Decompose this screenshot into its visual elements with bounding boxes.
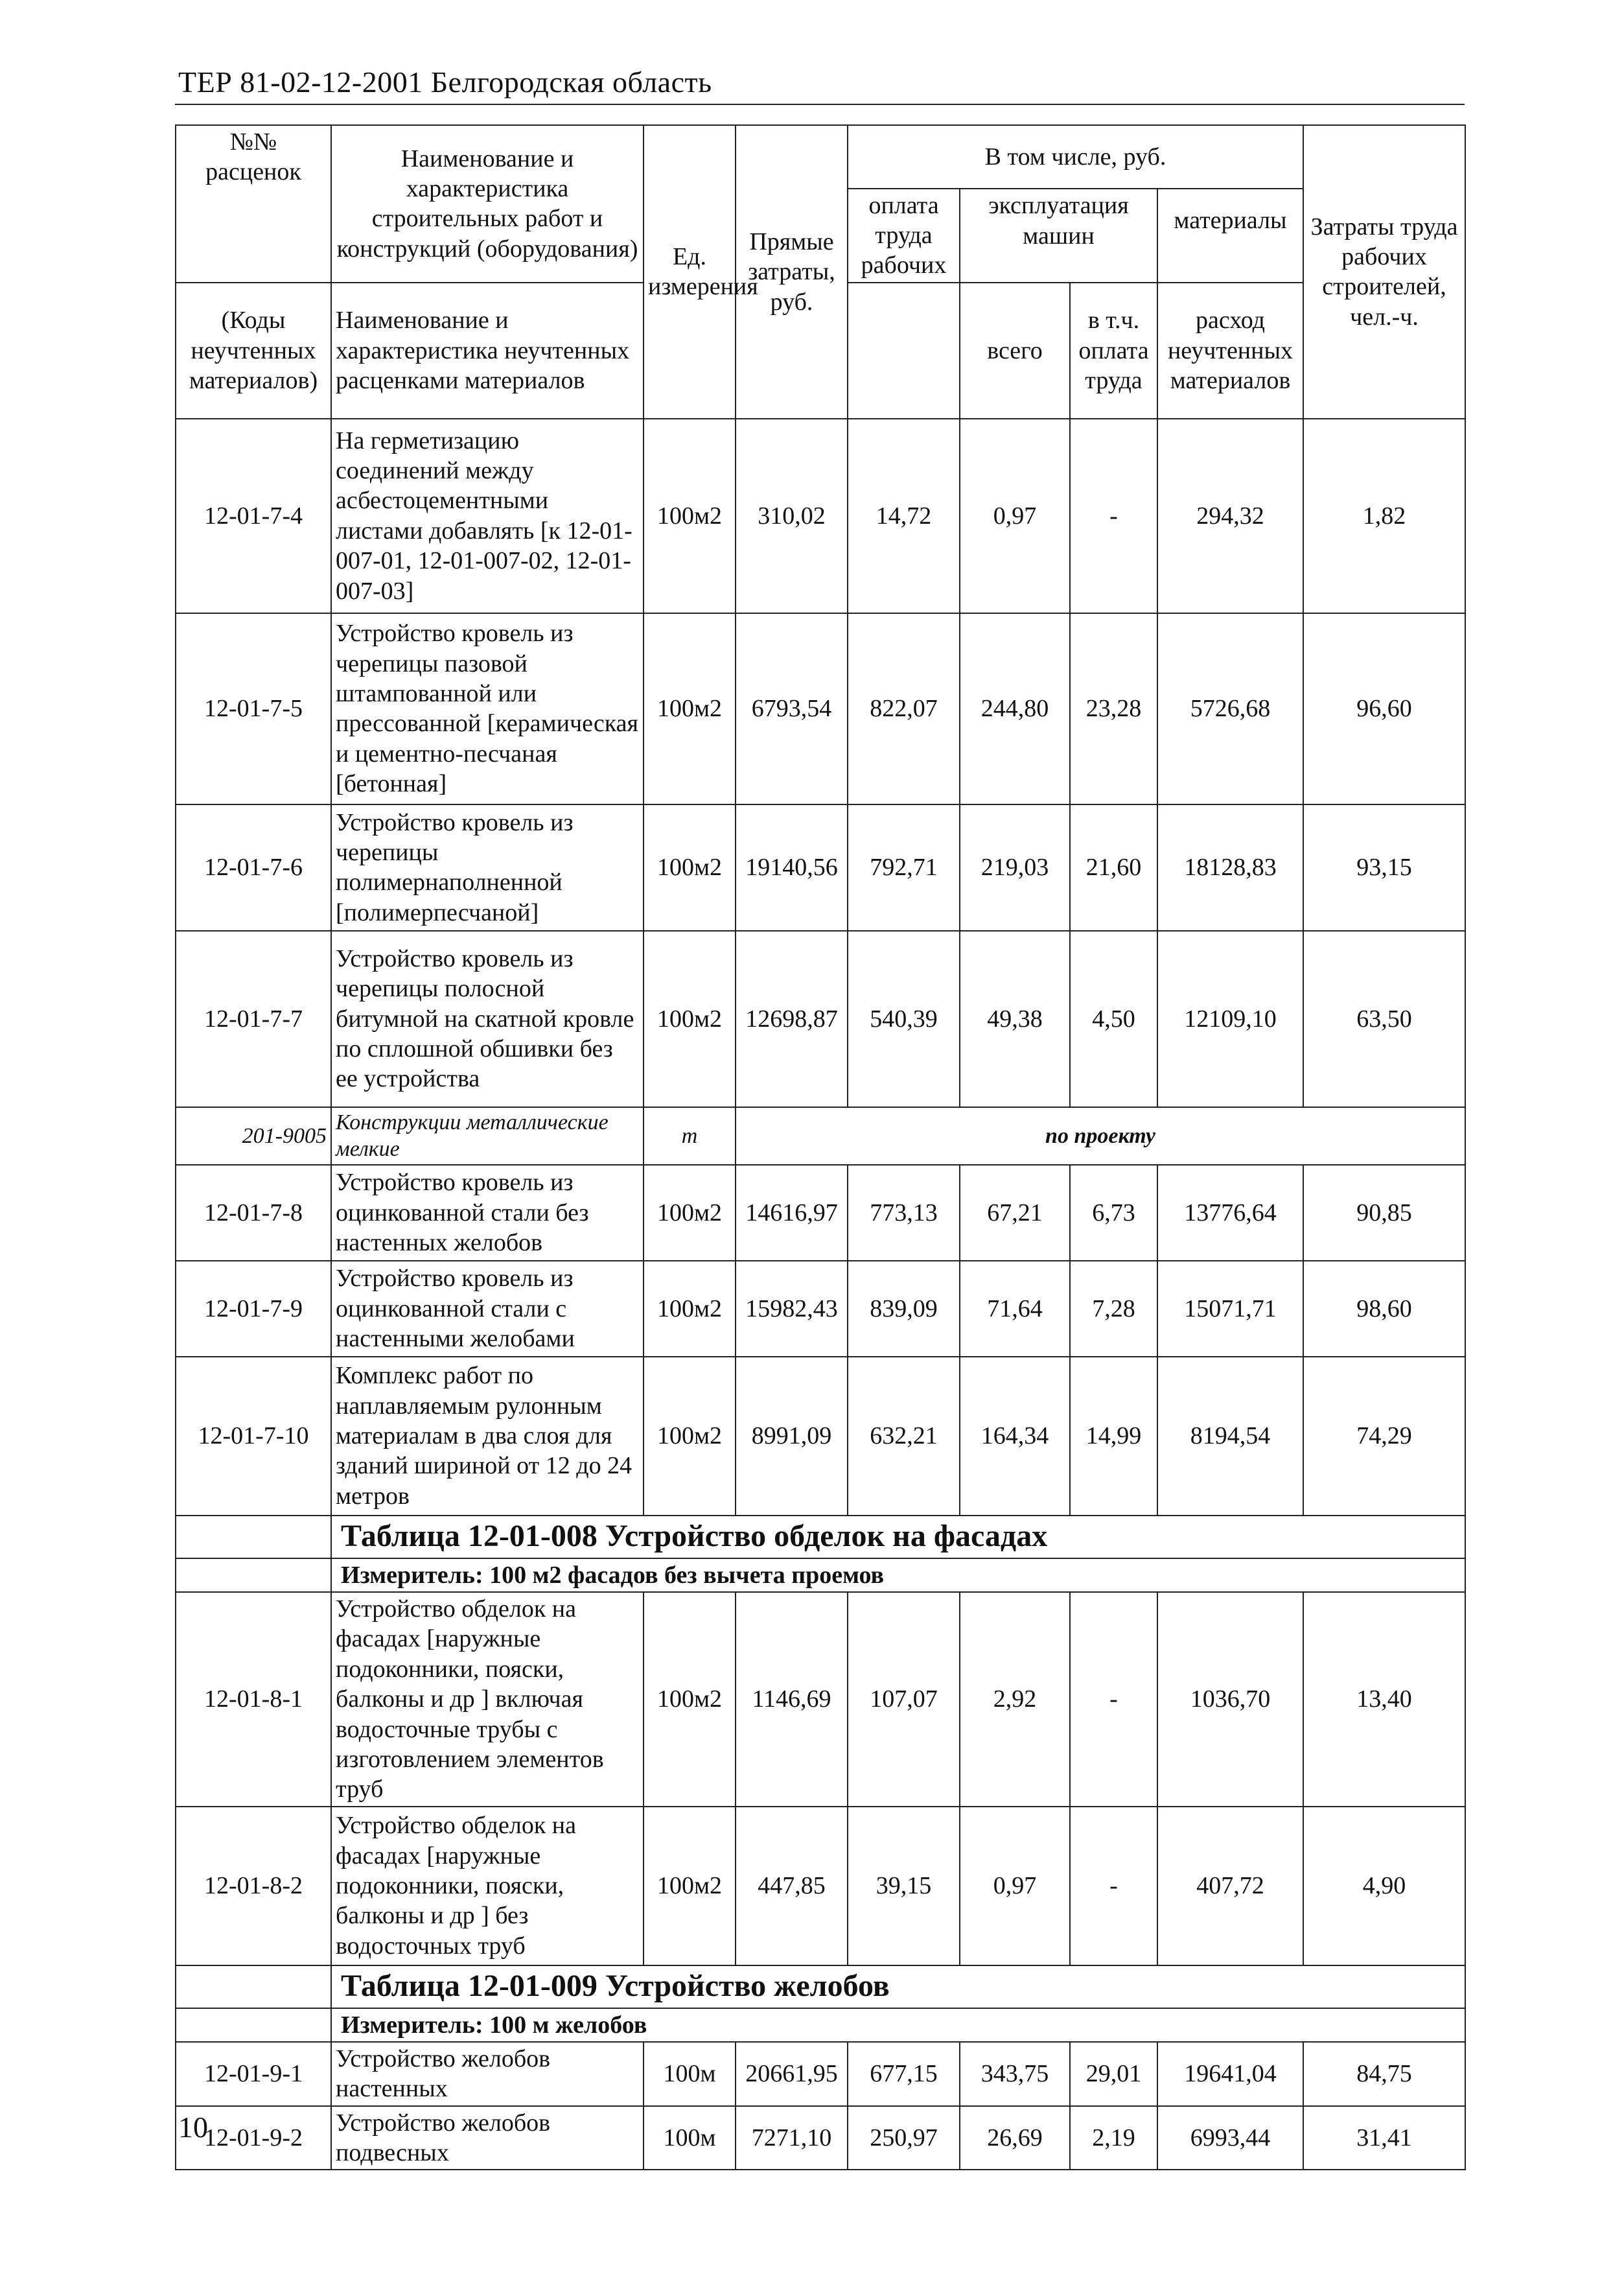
- row-machine-labor: 2,19: [1070, 2106, 1157, 2170]
- row-code: 12-01-8-2: [176, 1807, 331, 1965]
- row-machine-labor: 6,73: [1070, 1165, 1157, 1261]
- row-unit: 100м2: [644, 1592, 736, 1807]
- row-materials: 6993,44: [1157, 2106, 1303, 2170]
- table-row: [176, 2042, 1465, 2106]
- row-machines: 49,38: [960, 931, 1070, 1107]
- row-machine-labor: 4,50: [1070, 931, 1157, 1107]
- measure-008: Измеритель: 100 м2 фасадов без вычета проемов: [331, 1558, 1465, 1592]
- table-row: [176, 1807, 1465, 1965]
- hdr-machines-total: всего: [960, 283, 1070, 419]
- hdr-code: №№ расценок: [176, 125, 331, 189]
- row-unit: 100м: [644, 2042, 736, 2106]
- row-name: Устройство кровель из оцинкованной стали без настенных желобов: [331, 1165, 644, 1261]
- measure-009: Измеритель: 100 м желобов: [331, 2008, 1465, 2042]
- row-hours: 98,60: [1303, 1261, 1465, 1357]
- row-labor: 822,07: [848, 613, 960, 804]
- table-title-008: Таблица 12-01-008 Устройство обделок на фасадах: [331, 1516, 1465, 1558]
- table-row: [176, 1261, 1465, 1357]
- row-hours: 63,50: [1303, 931, 1465, 1107]
- section-blank: [176, 2008, 331, 2042]
- page-number: 10: [178, 2111, 208, 2144]
- row-machines: 71,64: [960, 1261, 1070, 1357]
- section-blank: [176, 1965, 331, 2008]
- hdr-machines-labor: в т.ч. оплата труда: [1070, 283, 1157, 419]
- row-machines: 0,97: [960, 1807, 1070, 1965]
- row-labor: 773,13: [848, 1165, 960, 1261]
- row-direct: 8991,09: [736, 1357, 848, 1516]
- header-rule: [175, 104, 1465, 105]
- row-direct: 14616,97: [736, 1165, 848, 1261]
- row-name: Устройство обделок на фасадах [наружные подоконники, пояски, балконы и др ] включая водосточные трубы с изготовлением элементов труб: [331, 1592, 644, 1807]
- row-unit: 100м2: [644, 1807, 736, 1965]
- row-hours: 93,15: [1303, 804, 1465, 931]
- section-blank: [176, 1516, 331, 1558]
- row-direct: 6793,54: [736, 613, 848, 804]
- row-labor: 540,39: [848, 931, 960, 1107]
- row-code: 12-01-7-6: [176, 804, 331, 931]
- row-unit: 100м2: [644, 1261, 736, 1357]
- row-machine-labor: 7,28: [1070, 1261, 1157, 1357]
- row-unit: 100м2: [644, 613, 736, 804]
- row-machines: 26,69: [960, 2106, 1070, 2170]
- material-name: Конструкции металлические мелкие: [331, 1107, 644, 1165]
- row-machine-labor: 23,28: [1070, 613, 1157, 804]
- hdr-direct: Прямые затраты, руб.: [736, 125, 848, 419]
- row-code: 12-01-7-5: [176, 613, 331, 804]
- row-hours: 96,60: [1303, 613, 1465, 804]
- hdr-machines: эксплуатация машин: [960, 189, 1157, 253]
- material-row: [176, 1107, 1465, 1165]
- row-materials: 18128,83: [1157, 804, 1303, 931]
- hdr-name: Наименование и характеристика строительных работ и конструкций (оборудования): [331, 125, 644, 283]
- row-direct: 12698,87: [736, 931, 848, 1107]
- table-row: [176, 1357, 1465, 1516]
- row-machines: 2,92: [960, 1592, 1070, 1807]
- row-materials: 407,72: [1157, 1807, 1303, 1965]
- row-materials: 13776,64: [1157, 1165, 1303, 1261]
- row-labor: 677,15: [848, 2042, 960, 2106]
- row-direct: 7271,10: [736, 2106, 848, 2170]
- table-row: [176, 613, 1465, 804]
- row-materials: 8194,54: [1157, 1357, 1303, 1516]
- material-note: по проекту: [736, 1107, 1465, 1165]
- row-name: Устройство кровель из оцинкованной стали с настенными желобами: [331, 1261, 644, 1357]
- row-labor: 792,71: [848, 804, 960, 931]
- row-materials: 19641,04: [1157, 2042, 1303, 2106]
- row-machines: 67,21: [960, 1165, 1070, 1261]
- row-machines: 343,75: [960, 2042, 1070, 2106]
- row-hours: 1,82: [1303, 419, 1465, 613]
- row-direct: 15982,43: [736, 1261, 848, 1357]
- hdr-labor: оплата труда рабочих: [848, 189, 960, 283]
- hdr-labor-spacer: [848, 283, 960, 419]
- row-machines: 0,97: [960, 419, 1070, 613]
- row-direct: 1146,69: [736, 1592, 848, 1807]
- hdr-code-spacer: [176, 189, 331, 253]
- row-labor: 39,15: [848, 1807, 960, 1965]
- row-code: 12-01-7-10: [176, 1357, 331, 1516]
- row-hours: 31,41: [1303, 2106, 1465, 2170]
- row-machine-labor: -: [1070, 419, 1157, 613]
- row-code: 12-01-7-7: [176, 931, 331, 1107]
- table-row: [176, 419, 1465, 613]
- table-row: [176, 2106, 1465, 2170]
- hdr-name-bottom: Наименование и характеристика неучтенных расценками материалов: [331, 283, 644, 419]
- row-hours: 13,40: [1303, 1592, 1465, 1807]
- row-labor: 14,72: [848, 419, 960, 613]
- row-direct: 447,85: [736, 1807, 848, 1965]
- row-hours: 90,85: [1303, 1165, 1465, 1261]
- row-labor: 839,09: [848, 1261, 960, 1357]
- row-code: 12-01-7-9: [176, 1261, 331, 1357]
- row-code: 12-01-8-1: [176, 1592, 331, 1807]
- table-row: [176, 1592, 1465, 1807]
- row-direct: 310,02: [736, 419, 848, 613]
- row-machine-labor: -: [1070, 1807, 1157, 1965]
- row-direct: 19140,56: [736, 804, 848, 931]
- hdr-hours: Затраты труда рабочих строителей, чел.-ч.: [1303, 125, 1465, 419]
- hdr-materials-bottom: расход неучтенных материалов: [1157, 283, 1303, 419]
- row-materials: 294,32: [1157, 419, 1303, 613]
- row-machine-labor: 29,01: [1070, 2042, 1157, 2106]
- row-materials: 5726,68: [1157, 613, 1303, 804]
- section-blank: [176, 1558, 331, 1592]
- row-labor: 250,97: [848, 2106, 960, 2170]
- hdr-machines-spacer: [960, 252, 1157, 282]
- row-code: 12-01-9-1: [176, 2042, 331, 2106]
- row-labor: 632,21: [848, 1357, 960, 1516]
- row-name: Устройство кровель из черепицы пазовой штампованной или прессованной [керамическая и цементно-песчаная [бетонная]: [331, 613, 644, 804]
- material-code: 201-9005: [176, 1107, 331, 1165]
- row-materials: 1036,70: [1157, 1592, 1303, 1807]
- row-code: 12-01-7-8: [176, 1165, 331, 1261]
- hdr-code-spacer2: [176, 252, 331, 282]
- material-unit: т: [644, 1107, 736, 1165]
- row-unit: 100м2: [644, 804, 736, 931]
- row-name: Устройство желобов настенных: [331, 2042, 644, 2106]
- row-hours: 74,29: [1303, 1357, 1465, 1516]
- row-unit: 100м2: [644, 1357, 736, 1516]
- row-unit: 100м2: [644, 931, 736, 1107]
- row-name: Устройство кровель из черепицы полосной битумной на скатной кровле по сплошной обшивки без ее устройства: [331, 931, 644, 1107]
- hdr-materials-spacer: [1157, 252, 1303, 282]
- page-header: ТЕР 81-02-12-2001 Белгородская область: [178, 65, 712, 99]
- row-direct: 20661,95: [736, 2042, 848, 2106]
- row-labor: 107,07: [848, 1592, 960, 1807]
- row-machine-labor: -: [1070, 1592, 1157, 1807]
- row-code: 12-01-9-2: [176, 2106, 331, 2170]
- row-materials: 12109,10: [1157, 931, 1303, 1107]
- row-unit: 100м2: [644, 419, 736, 613]
- row-name: Комплекс работ по наплавляемым рулонным материалам в два слоя для зданий шириной от 12 до 24 метров: [331, 1357, 644, 1516]
- hdr-code-bottom: (Коды неучтенных материалов): [176, 283, 331, 419]
- row-hours: 84,75: [1303, 2042, 1465, 2106]
- hdr-unit: Ед. измерения: [644, 125, 736, 419]
- row-hours: 4,90: [1303, 1807, 1465, 1965]
- row-machines: 164,34: [960, 1357, 1070, 1516]
- row-name: Устройство кровель из черепицы полимернаполненной [полимерпесчаной]: [331, 804, 644, 931]
- hdr-group: В том числе, руб.: [848, 125, 1303, 189]
- price-table: [175, 124, 1466, 2170]
- row-machines: 244,80: [960, 613, 1070, 804]
- row-unit: 100м2: [644, 1165, 736, 1261]
- row-code: 12-01-7-4: [176, 419, 331, 613]
- row-machine-labor: 14,99: [1070, 1357, 1157, 1516]
- row-name: На герметизацию соединений между асбестоцементными листами добавлять [к 12-01-007-01, 12-01-007-02, 12-01-007-03]: [331, 419, 644, 613]
- row-name: Устройство желобов подвесных: [331, 2106, 644, 2170]
- table-row: [176, 804, 1465, 931]
- table-row: [176, 931, 1465, 1107]
- table-title-009: Таблица 12-01-009 Устройство желобов: [331, 1965, 1465, 2008]
- row-machine-labor: 21,60: [1070, 804, 1157, 931]
- row-name: Устройство обделок на фасадах [наружные подоконники, пояски, балконы и др ] без водосточных труб: [331, 1807, 644, 1965]
- row-materials: 15071,71: [1157, 1261, 1303, 1357]
- table-row: [176, 1165, 1465, 1261]
- row-machines: 219,03: [960, 804, 1070, 931]
- row-unit: 100м: [644, 2106, 736, 2170]
- hdr-materials: материалы: [1157, 189, 1303, 253]
